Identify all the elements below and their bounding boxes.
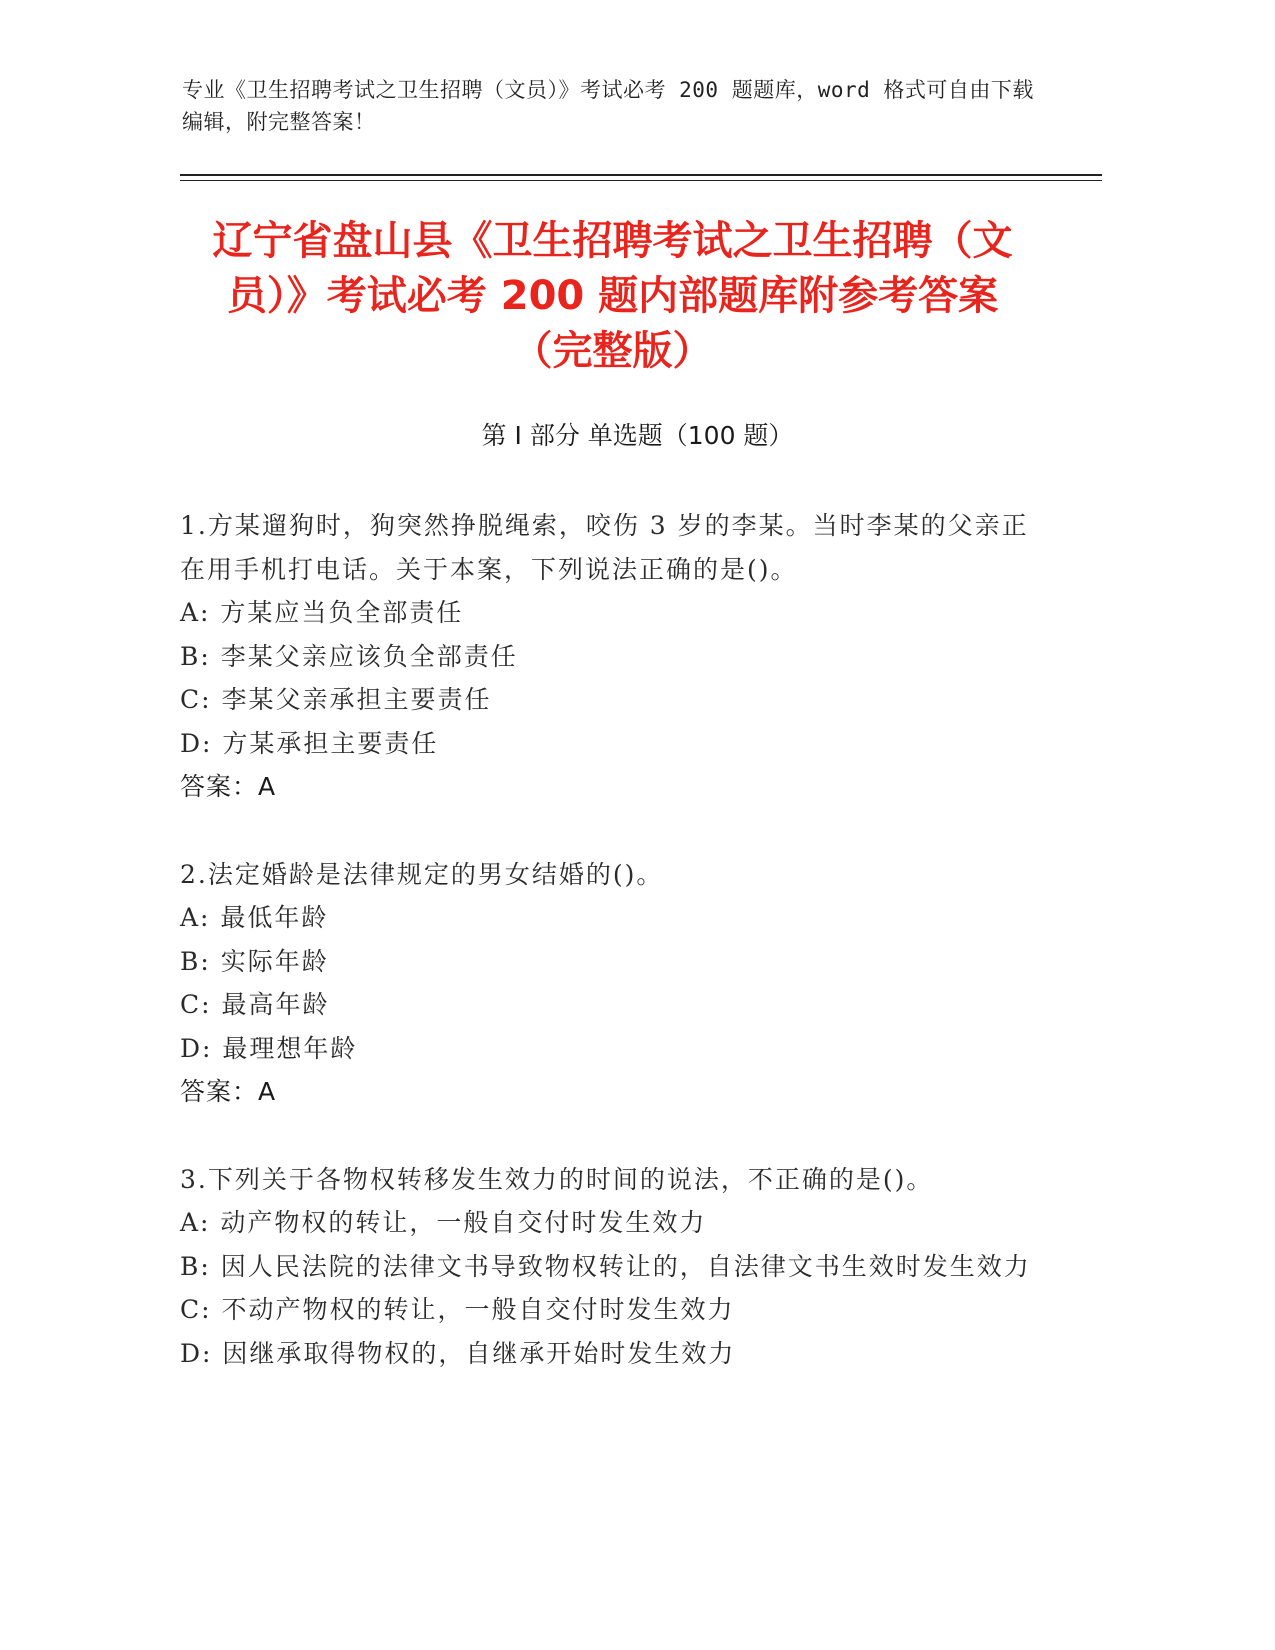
option-a: A: 动产物权的转让，一般自交付时发生效力 — [180, 1208, 707, 1237]
question-spacer — [180, 1114, 1040, 1158]
option-d: D: 最理想年龄 — [180, 1033, 358, 1063]
option-c: C: 最高年龄 — [180, 990, 330, 1019]
option-c: C: 不动产物权的转让，一般自交付时发生效力 — [180, 1295, 735, 1324]
answer-line: 答案：A — [180, 1077, 277, 1106]
question-1 — [180, 504, 1040, 809]
option-b: B: 因人民法院的法律文书导致物权转让的，自法律文书生效时发生效力 — [180, 1251, 1031, 1281]
option-a: A: 方某应当负全部责任 — [180, 598, 464, 627]
option-b: B: 实际年龄 — [180, 946, 329, 976]
question-3 — [180, 1158, 1040, 1376]
header-divider-thick — [180, 174, 1102, 176]
question-stem: 1.方某遛狗时，狗突然挣脱绳索，咬伤 3 岁的李某。当时李某的父亲正在用手机打电话。关于本案，下列说法正确的是()。 — [180, 511, 1029, 584]
question-spacer — [180, 809, 1040, 853]
option-b: B: 李某父亲应该负全部责任 — [180, 641, 518, 671]
option-d: D: 方某承担主要责任 — [180, 728, 439, 758]
document-title: 辽宁省盘山县《卫生招聘考试之卫生招聘（文员）》考试必考 200 题内部题库附参考答案（完整版） — [212, 218, 1013, 374]
option-a: A: 最低年龄 — [180, 903, 329, 932]
answer-line: 答案：A — [180, 772, 277, 801]
option-c: C: 李某父亲承担主要责任 — [180, 685, 492, 714]
question-stem: 3.下列关于各物权转移发生效力的时间的说法，不正确的是()。 — [180, 1164, 934, 1194]
question-stem: 2.法定婚龄是法律规定的男女结婚的()。 — [180, 859, 664, 889]
question-list — [180, 504, 1040, 1375]
header-note: 专业《卫生招聘考试之卫生招聘（文员）》考试必考 200 题题库，word 格式可自由下载编辑，附完整答案！ — [182, 78, 1034, 134]
question-2 — [180, 853, 1040, 1114]
option-d: D: 因继承取得物权的，自继承开始时发生效力 — [180, 1338, 736, 1368]
header-divider-thin — [180, 180, 1102, 181]
section-title: 第 I 部分 单选题（100 题） — [481, 421, 794, 450]
